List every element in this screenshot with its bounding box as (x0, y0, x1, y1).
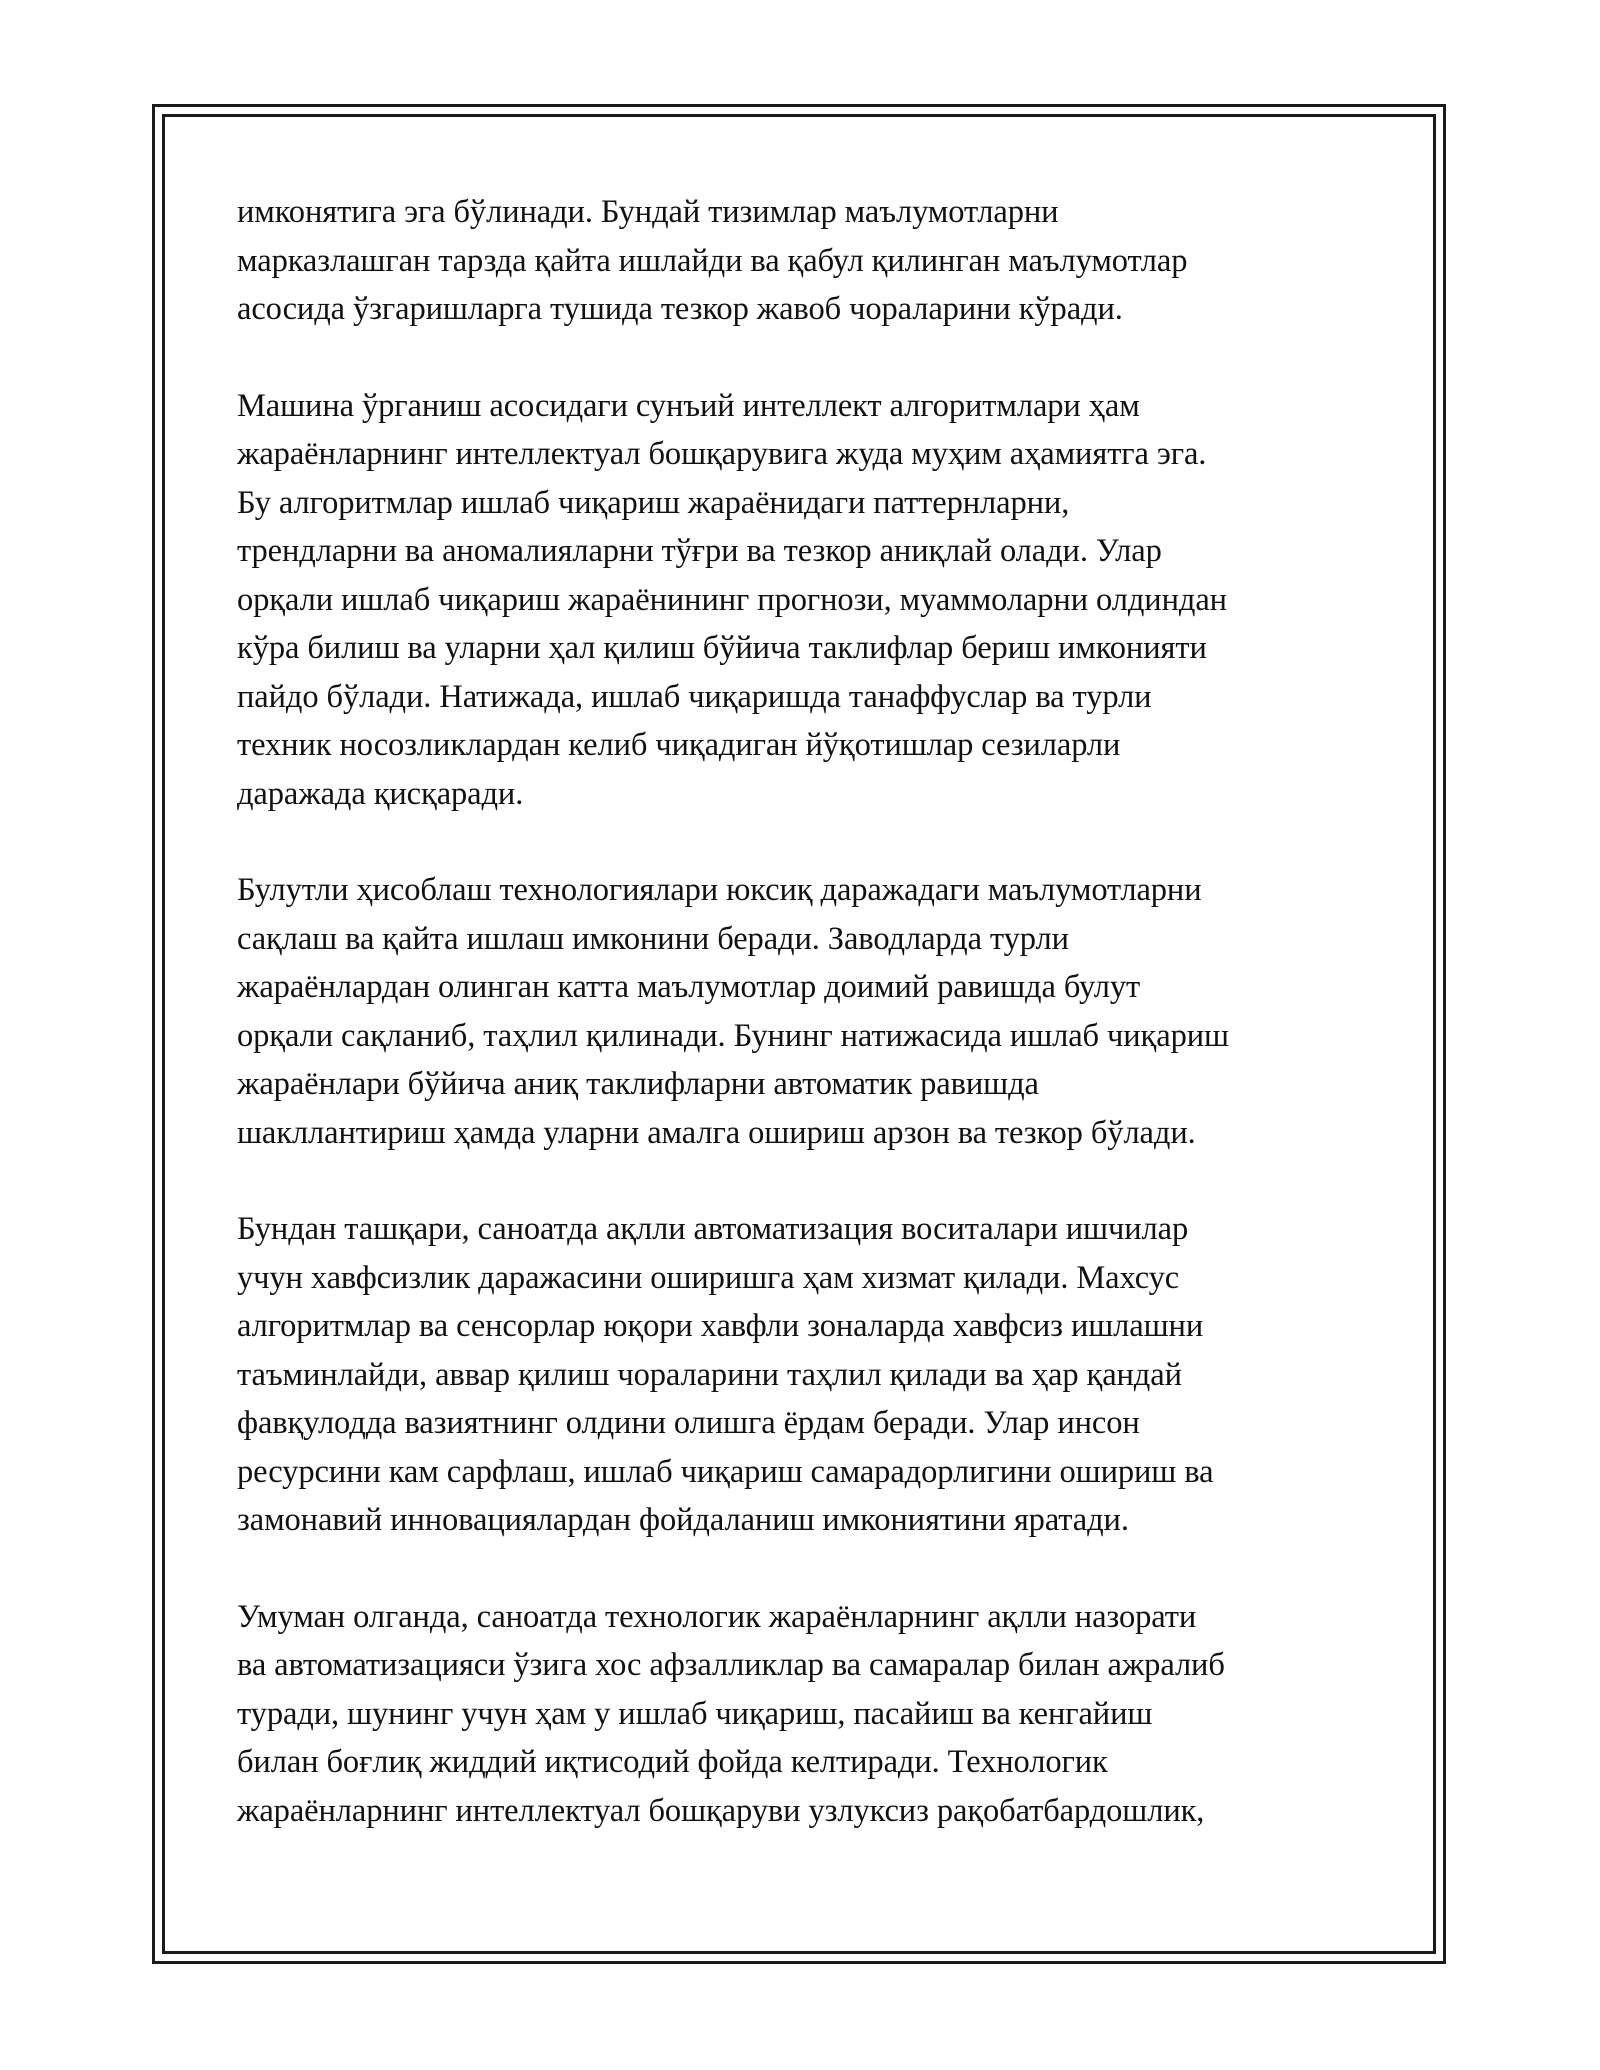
text-line: шакллантириш ҳамда уларни амалга ошириш арзон ва тезкор бўлади. (237, 1114, 1196, 1151)
text-line: жараёнларнинг интеллектуал бошқаруви узлуксиз рақобатбардошлик, (237, 1792, 1205, 1829)
document-body (237, 188, 1377, 1883)
text-line: имконятига эга бўлинади. Бундай тизимлар маълумотларни (237, 194, 1059, 230)
text-line: жараёнлардан олинган катта маълумотлар доимий равишда булут (237, 969, 1141, 1005)
text-line: пайдо бўлади. Натижада, ишлаб чиқаришда танаффуслар ва турли (237, 678, 1152, 715)
text-line: кўра билиш ва уларни ҳал қилиш бўйича таклифлар бериш имконияти (237, 630, 1207, 666)
text-line: ва автоматизацияси ўзига хос афзалликлар ва самаралар билан ажралиб (237, 1647, 1225, 1683)
text-line: Бу алгоритмлар ишлаб чиқариш жараёнидаги паттернларни, (237, 484, 1070, 521)
text-line: орқали ишлаб чиқариш жараёнининг прогнози, муаммоларни олдиндан (237, 581, 1227, 618)
text-line: таъминлайди, аввар қилиш чораларини таҳлил қилади ва ҳар қандай (237, 1356, 1182, 1393)
paragraph-2 (237, 382, 1377, 819)
text-line: орқали сақланиб, таҳлил қилинади. Бунинг натижасида ишлаб чиқариш (237, 1017, 1229, 1054)
text-line: замонавий инновациялардан фойдаланиш имкониятини яратади. (237, 1502, 1129, 1538)
paragraph-1 (237, 188, 1377, 334)
text-line: Бундан ташқари, саноатда ақлли автоматизация воситалари ишчилар (237, 1211, 1189, 1247)
paragraph-5 (237, 1593, 1377, 1836)
text-line: туради, шунинг учун ҳам у ишлаб чиқариш, пасайиш ва кенгайиш (237, 1695, 1153, 1732)
text-line: алгоритмлар ва сенсорлар юқори хавфли зоналарда хавфсиз ишлашни (237, 1308, 1204, 1344)
paragraph-3 (237, 866, 1377, 1157)
text-line: учун хавфсизлик даражасини оширишга ҳам хизмат қилади. Махсус (237, 1259, 1180, 1296)
text-line: билан боғлиқ жиддий иқтисодий фойда келтиради. Технологик (237, 1744, 1108, 1780)
text-line: асосида ўзгаришларга тушида тезкор жавоб чораларини кўради. (237, 291, 1123, 327)
text-line: Булутли ҳисоблаш технологиялари юксиқ даражадаги маълумотларни (237, 872, 1202, 908)
text-line: жараёнлари бўйича аниқ таклифларни автоматик равишда (237, 1066, 1039, 1102)
text-line: ресурсини кам сарфлаш, ишлаб чиқариш самарадорлигини ошириш ва (237, 1453, 1214, 1490)
text-line: жараёнларнинг интеллектуал бошқарувига жуда муҳим аҳамиятга эга. (237, 436, 1207, 472)
text-line: даражада қисқаради. (237, 775, 524, 812)
text-line: техник носозликлардан келиб чиқадиган йўқотишлар сезиларли (237, 727, 1121, 763)
text-line: Умуман олганда, саноатда технологик жараёнларнинг ақлли назорати (237, 1598, 1197, 1635)
text-line: фавқулодда вазиятнинг олдини олишга ёрдам беради. Улар инсон (237, 1405, 1140, 1441)
text-line: марказлашган тарзда қайта ишлайди ва қабул қилинган маълумотлар (237, 242, 1188, 279)
text-line: Машина ўрганиш асосидаги сунъий интеллект алгоритмлари ҳам (237, 387, 1140, 424)
paragraph-4 (237, 1205, 1377, 1545)
text-line: сақлаш ва қайта ишлаш имконини беради. Заводларда турли (237, 920, 1069, 957)
text-line: трендларни ва аномалияларни тўғри ва тезкор аниқлай олади. Улар (237, 533, 1162, 569)
